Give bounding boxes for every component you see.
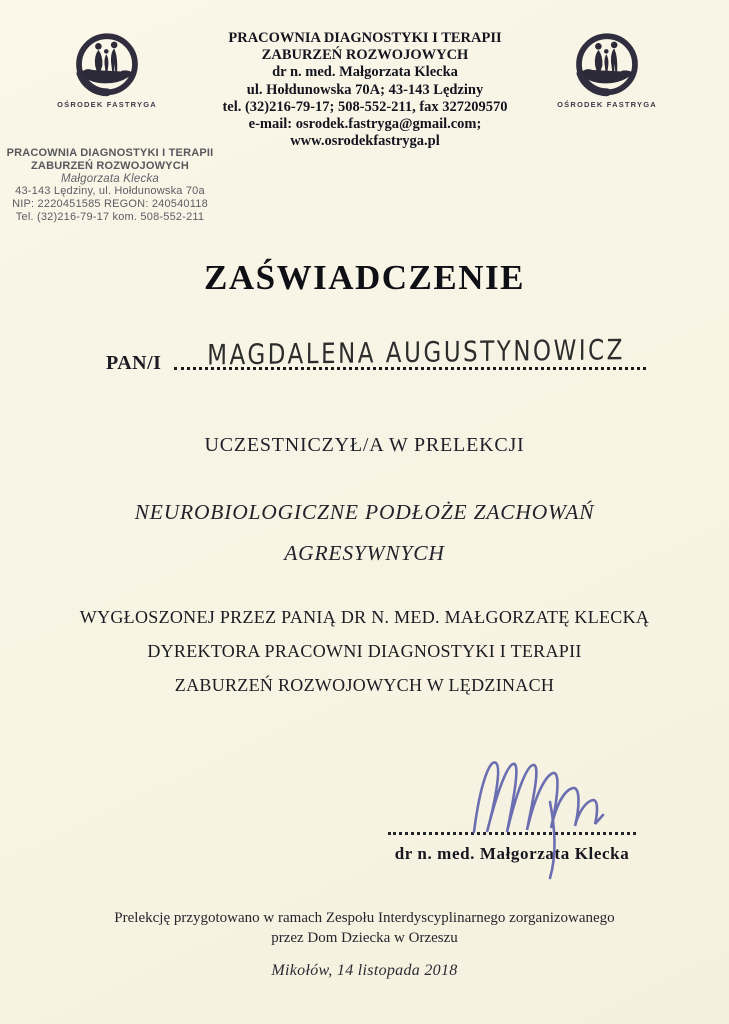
letterhead-line: e-mail: osrodek.fastryga@gmail.com; www.osrodekfastryga.pl — [248, 116, 482, 150]
stamp-line: Małgorzata Klecka — [61, 172, 159, 185]
footer-note-line2: przez Dom Dziecka w Orzeszu — [271, 930, 458, 946]
letterhead-text — [180, 30, 550, 150]
recipient-name-handwritten: MAGDALENA AUGUSTYNOWICZ — [207, 334, 626, 372]
logo-caption: OŚRODEK FASTRYGA — [557, 100, 657, 109]
recipient-label: PAN/I — [106, 352, 162, 374]
signer-name: dr n. med. Małgorzata Klecka — [394, 844, 630, 863]
speaker-line2: DYREKTORA PRACOWNI DIAGNOSTYKI I TERAPII — [147, 641, 582, 661]
speaker-line1: WYGŁOSZONEJ PRZEZ PANIĄ DR N. MED. MAŁGORZATĘ KLECKĄ — [79, 607, 650, 627]
speaker-line3: ZABURZEŃ ROZWOJOWYCH W LĘDZINACH — [174, 675, 555, 695]
letterhead-line: PRACOWNIA DIAGNOSTYKI I TERAPII — [228, 30, 502, 46]
letterhead-line: dr n. med. Małgorzata Klecka — [272, 64, 458, 81]
logo-caption: OŚRODEK FASTRYGA — [57, 100, 157, 109]
handwritten-signature-icon — [466, 750, 636, 880]
letterhead-line: ul. Hołdunowska 70A; 43-143 Lędziny — [246, 81, 484, 98]
stamp-line: NIP: 2220451585 REGON: 240540118 — [12, 198, 208, 211]
letterhead-line: tel. (32)216-79-17; 508-552-211, fax 327209570 — [222, 98, 508, 115]
stamp-line: PRACOWNIA DIAGNOSTYKI I TERAPII — [6, 147, 214, 159]
participation-line: UCZESTNICZYŁ/A W PRELEKCJI — [204, 434, 525, 456]
osrodek-fastryga-logo-icon — [71, 32, 143, 98]
osrodek-fastryga-logo-icon — [571, 32, 643, 98]
footer-note-line1: Prelekcję przygotowano w ramach Zespołu Interdyscyplinarnego zorganizowanego — [114, 910, 615, 926]
letterhead-line: ZABURZEŃ ROZWOJOWYCH — [261, 47, 469, 64]
certificate-title: ZAŚWIADCZENIE — [204, 258, 525, 297]
lecture-title-line2: AGRESYWNYCH — [284, 541, 445, 565]
office-stamp — [5, 147, 215, 224]
stamp-line: 43-143 Lędziny, ul. Hołdunowska 70a — [15, 185, 205, 198]
logo-left — [52, 32, 162, 109]
stamp-line: ZABURZEŃ ROZWOJOWYCH — [31, 159, 189, 172]
letterhead — [0, 28, 729, 148]
signature-block — [388, 752, 636, 882]
place-and-date: Mikołów, 14 listopada 2018 — [271, 962, 458, 979]
logo-right — [552, 32, 662, 109]
lecture-title-line1: NEUROBIOLOGICZNE PODŁOŻE ZACHOWAŃ — [134, 500, 595, 524]
recipient-row — [106, 330, 646, 378]
stamp-line: Tel. (32)216-79-17 kom. 508-552-211 — [15, 210, 205, 223]
